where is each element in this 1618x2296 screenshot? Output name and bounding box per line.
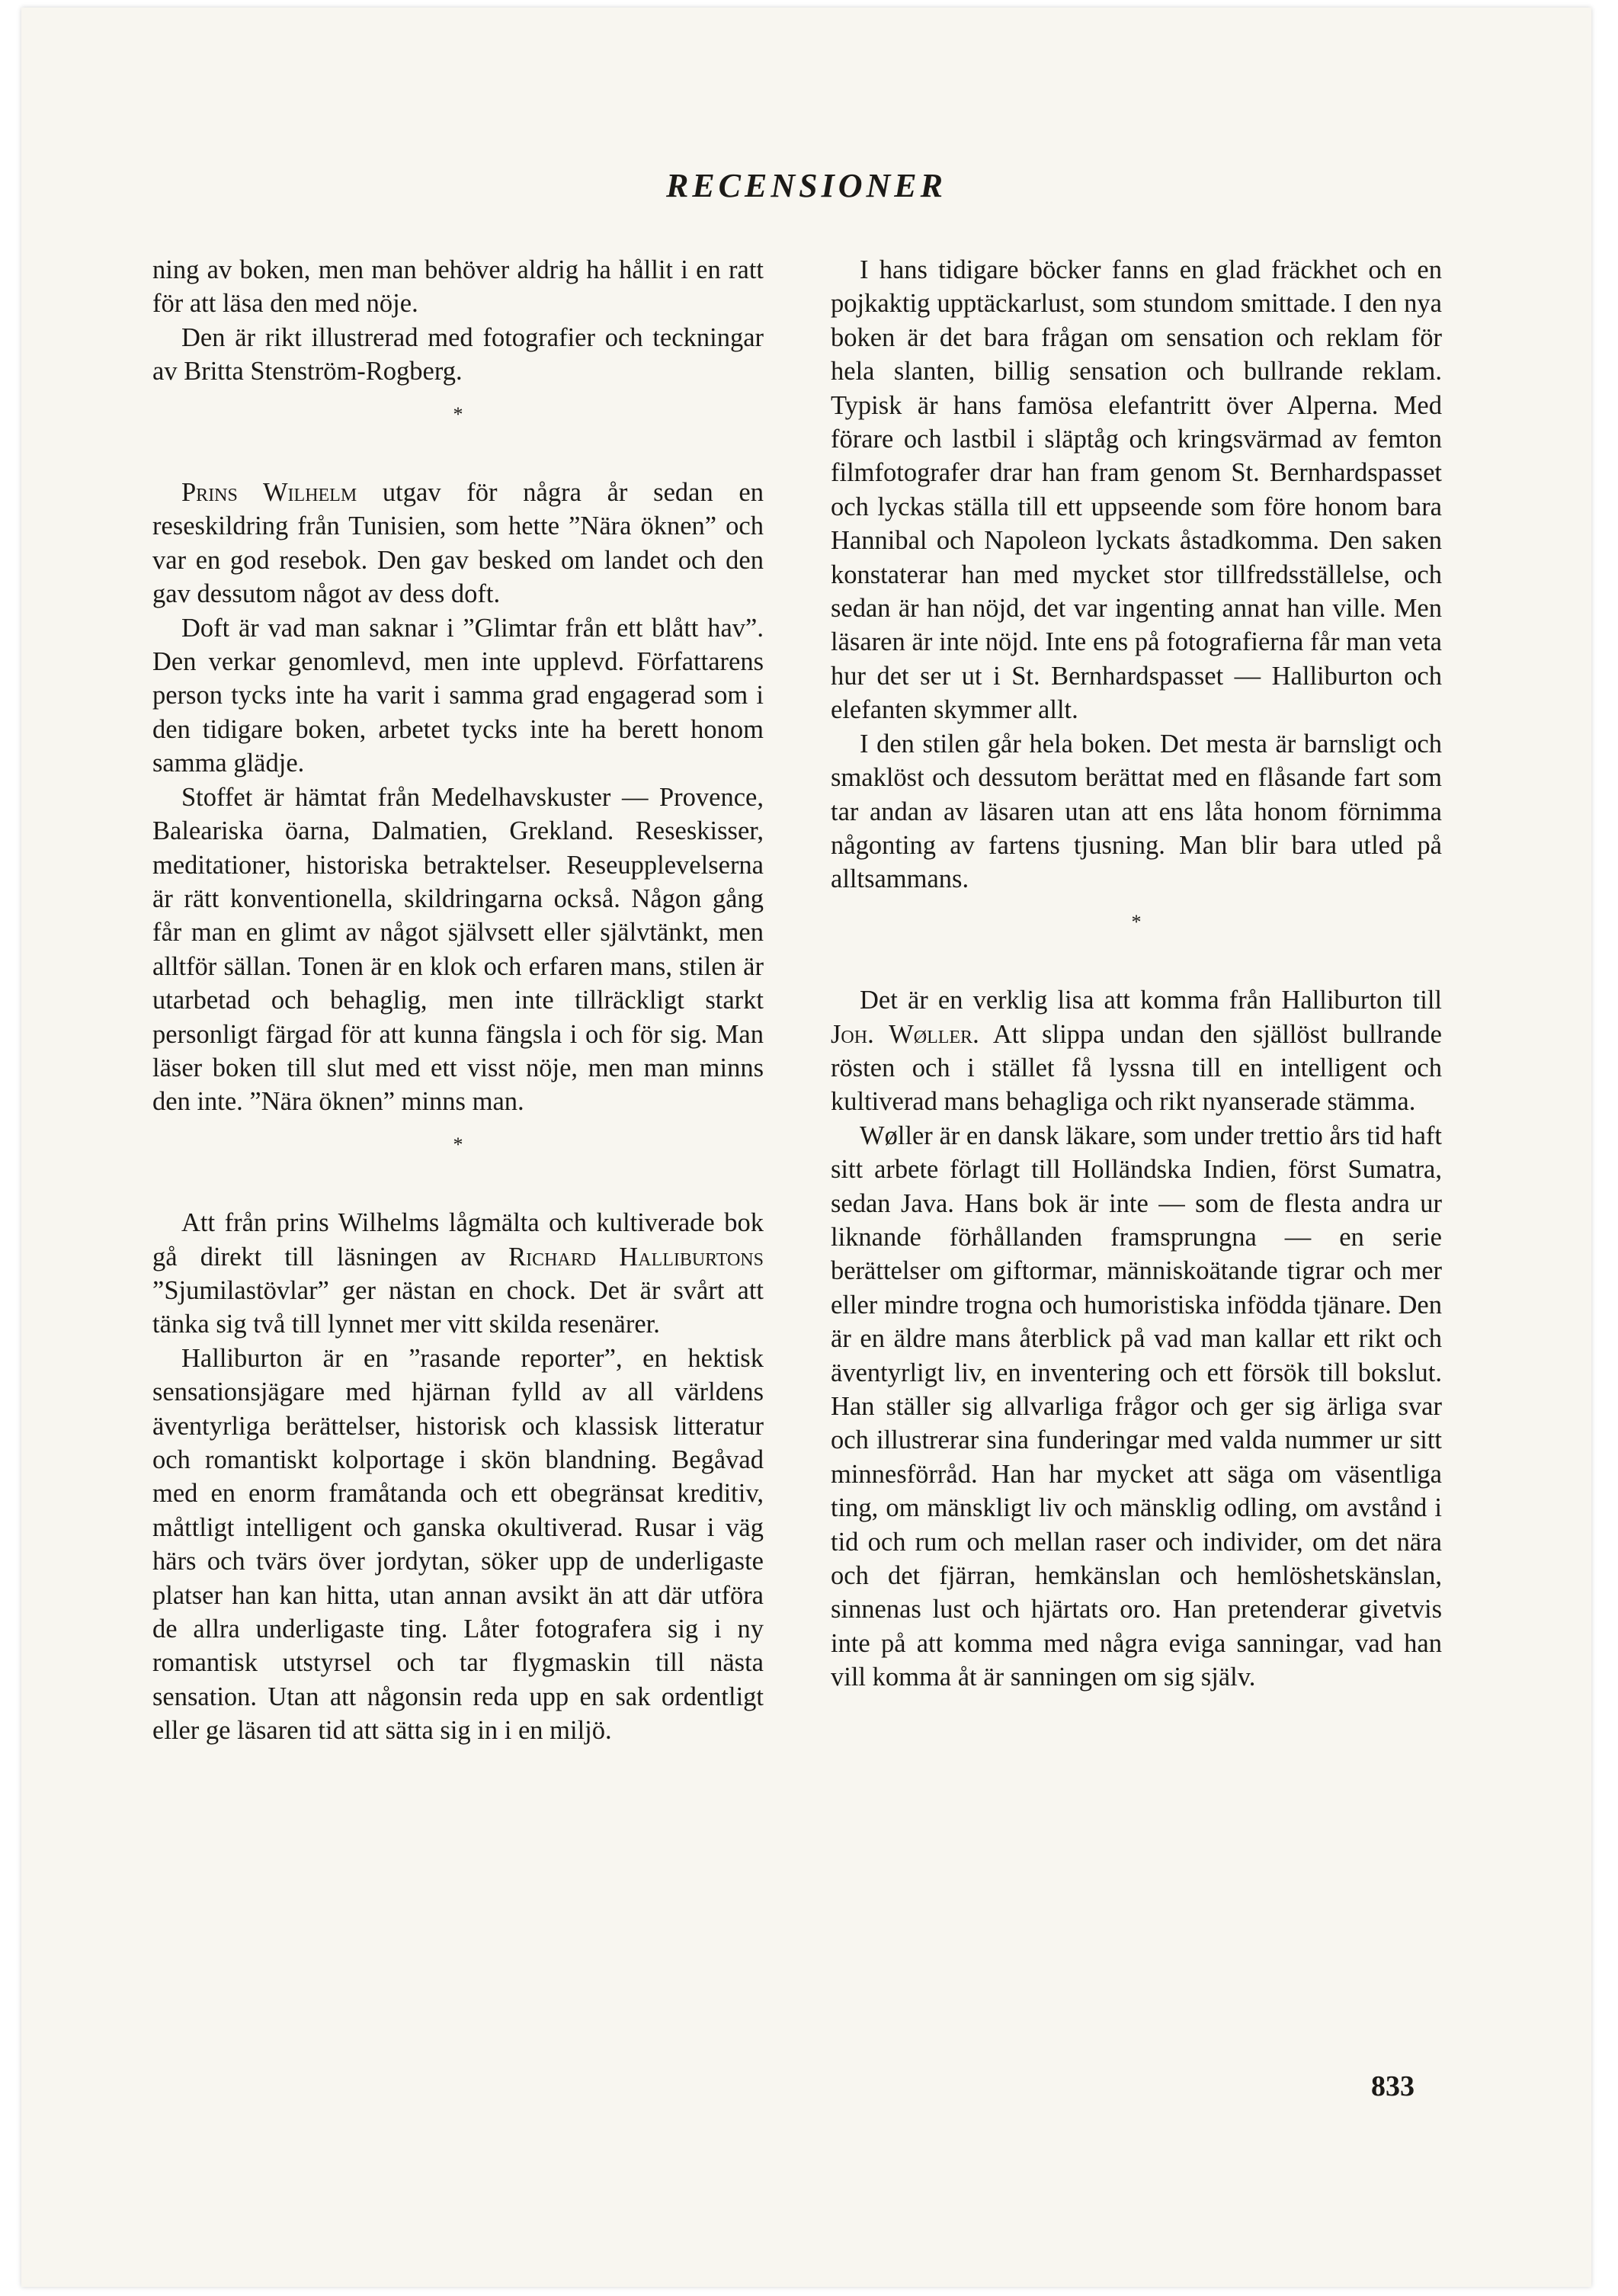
book-page xyxy=(21,8,1591,2287)
paragraph xyxy=(152,476,764,611)
left-column xyxy=(152,253,764,1748)
paragraph: Halliburton är en ”rasande reporter”, en hektisk sensationsjägare med hjärnan fylld av all världens äventyrliga berättelser, historisk och klassisk litteratur och romantiskt kolportage i skön blandning. Begåvad med en enorm framåtanda och ett obegränsat kreditiv, måttligt intelligent och ganska okultiverad. Rusar i väg härs och tvärs över jordytan, söker upp de underligaste platser han kan hitta, utan annan avsikt än att där utföra de allra underligaste ting. Låter fotografera sig i ny romantisk utstyrsel och tar flygmaskin till nästa sensation. Utan att någonsin reda upp en sak ordentligt eller ge läsaren tid att sätta sig in i en miljö. xyxy=(152,1343,764,1746)
paragraph-text: Att från prins Wilhelms lågmälta och kultiverade bok gå direkt till läsningen av xyxy=(152,1208,764,1271)
section-separator: * xyxy=(453,1133,463,1156)
paragraph-text: utgav för några år sedan en reseskildring från Tunisien, som hette ”Nära öknen” och var en god resebok. Den gav besked om landet och den gav dessutom något av dess doft. xyxy=(152,478,764,609)
author-name: Joh. Wøller xyxy=(831,1019,973,1049)
paragraph: Stoffet är hämtat från Medelhavskuster — Provence, Baleariska öarna, Dalmatien, Grekland. Reseskisser, meditationer, historiska betraktelser. Reseupplevelserna är rätt konventionella, skildringarna också. Någon gång får man en glimt av något självsett eller självtänkt, men alltför sällan. Tonen är en klok och erfaren mans, stilen är utarbetad och behaglig, men inte tillräckligt starkt personligt färgad för att kunna fängsla i och för sig. Man läser boken till slut med ett visst nöje, men man minns den inte. ”Nära öknen” minns man. xyxy=(152,782,764,1117)
paragraph-text: ”Sjumilastövlar” ger nästan en chock. Det är svårt att tänka sig två till lynnet mer vitt skilda resenärer. xyxy=(152,1275,764,1339)
paragraph: Doft är vad man saknar i ”Glimtar från ett blått hav”. Den verkar genomlevd, men inte upplevd. Författarens person tycks inte ha varit i samma grad engagerad som i den tidigare boken, arbetet tycks inte ha berett honom samma glädje. xyxy=(152,613,764,778)
paragraph: ning av boken, men man behöver aldrig ha hållit i en ratt för att läsa den med nöje. xyxy=(152,255,764,319)
running-title: RECENSIONER xyxy=(665,167,947,204)
paragraph-text: Det är en verklig lisa att komma från Halliburton till xyxy=(860,986,1442,1015)
page-number: 833 xyxy=(1371,2070,1415,2102)
section-separator: * xyxy=(453,402,463,425)
author-name: Prins Wilhelm xyxy=(181,478,357,508)
paragraph-text: . Att slippa undan den själlöst bullrande rösten och i stället få lyssna till en intelligent och kultiverad mans behagliga och rikt nyanserade stämma. xyxy=(831,1019,1442,1117)
paragraph: I hans tidigare böcker fanns en glad fräckhet och en pojkaktig upptäckarlust, som stundom smittade. I den nya boken är det bara frågan om sensation och reklam för hela slanten, billig sensation och bullrande reklam. Typisk är hans famösa elefantritt över Alperna. Med förare och lastbil i släptåg och kringsvärmad av femton filmfotografer drar han fram genom St. Bernhardspasset och lyckas ställa till ett uppseende som före honom bara Hannibal och Napoleon lyckats åstadkomma. Den saken konstaterar han med mycket stor tillfredsställelse, och sedan är han nöjd, det var ingenting annat han ville. Men läsaren är inte nöjd. Inte ens på fotografierna får man veta hur det ser ut i St. Bernhardspasset — Halliburton och elefanten skymmer allt. xyxy=(831,255,1442,725)
paragraph xyxy=(152,1206,764,1342)
section-separator: * xyxy=(1131,910,1142,933)
right-column xyxy=(831,253,1442,1695)
paragraph: I den stilen går hela boken. Det mesta är barnsligt och smaklöst och dessutom berättat med en flåsande fart som tar andan av läsaren utan att ens låta honom förnimma någonting av fartens tjusning. Man blir bara utled på alltsammans. xyxy=(831,729,1442,894)
paragraph: Den är rikt illustrerad med fotografier och teckningar av Britta Stenström-Rogberg. xyxy=(152,322,764,386)
author-name: Richard Halliburtons xyxy=(508,1242,764,1271)
paragraph: Wøller är en dansk läkare, som under trettio års tid haft sitt arbete förlagt till Holländska Indien, först Sumatra, sedan Java. Hans bok är inte — som de flesta andra ur liknande förhållanden framsprungna — en serie berättelser om giftormar, människoätande tigrar och mer eller mindre trogna och humoristiska infödda tjänare. Den är en äldre mans återblick på vad man kallar ett rikt och äventyrligt liv, en inventering och ett försök till bokslut. Han ställer sig allvarliga frågor och ger sig ärliga svar och illustrerar sina funderingar med valda nummer ur sitt minnesförråd. Han har mycket att säga om väsentliga ting, om mänskligt liv och mänsklig odling, om avstånd i tid och rum och mellan raser och individer, om det nära och det fjärran, hemkänslan och hemlöshetskänslan, sinnenas lust och hjärtats oro. Han pretenderar givetvis inte på att komma med några eviga sanningar, vad han vill komma åt är sanningen om sig själv. xyxy=(831,1121,1442,1692)
paragraph xyxy=(831,983,1442,1119)
